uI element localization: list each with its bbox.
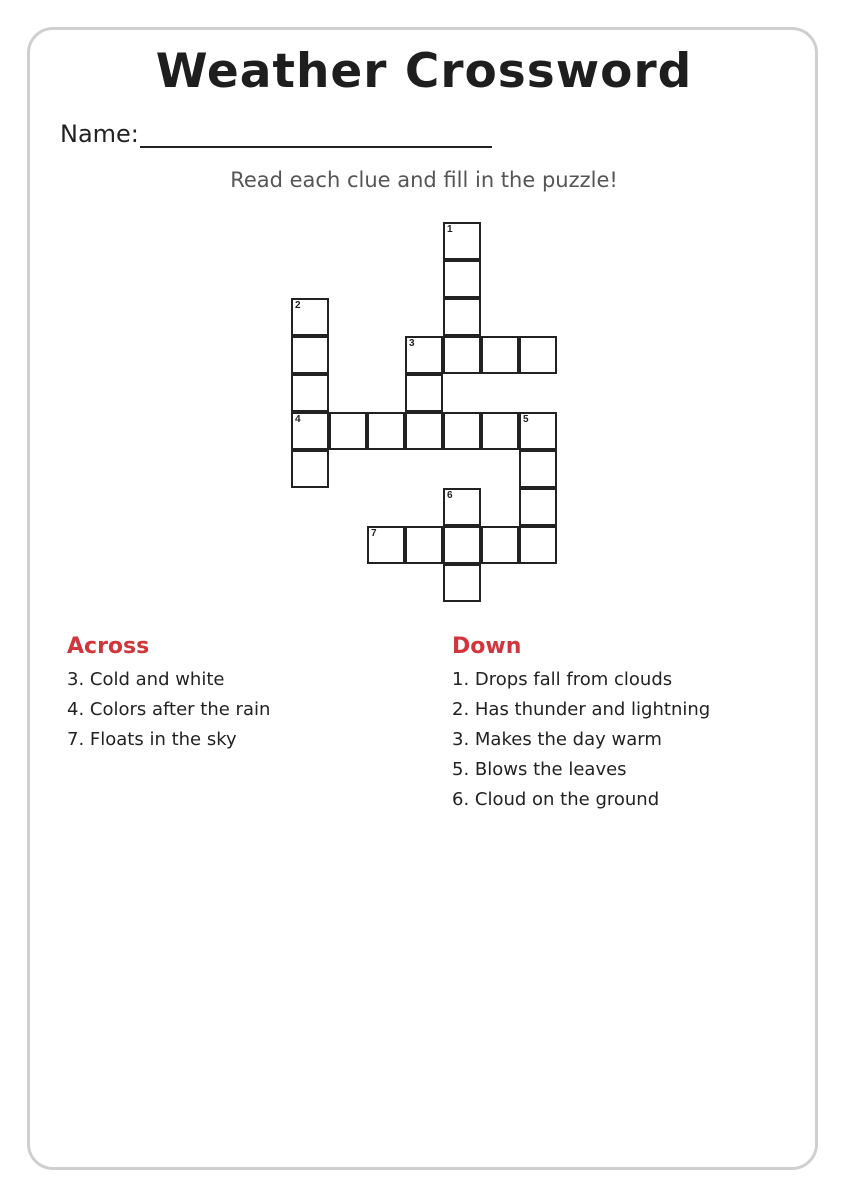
down-clue: 2. Has thunder and lightning bbox=[452, 699, 711, 720]
crossword-cell[interactable] bbox=[443, 336, 481, 374]
across-clue: 3. Cold and white bbox=[67, 669, 225, 690]
crossword-cell[interactable] bbox=[443, 260, 481, 298]
crossword-cell[interactable] bbox=[481, 526, 519, 564]
crossword-cell[interactable] bbox=[405, 336, 443, 374]
crossword-cell[interactable] bbox=[367, 526, 405, 564]
clue-number: 2 bbox=[295, 300, 301, 311]
crossword-cell[interactable] bbox=[405, 526, 443, 564]
clue-number: 7 bbox=[371, 528, 377, 539]
crossword-cell[interactable] bbox=[443, 412, 481, 450]
down-heading: Down bbox=[452, 634, 522, 659]
instructions: Read each clue and fill in the puzzle! bbox=[230, 168, 618, 192]
crossword-cell[interactable] bbox=[367, 412, 405, 450]
crossword-cell[interactable] bbox=[519, 412, 557, 450]
clue-number: 4 bbox=[295, 414, 301, 425]
crossword-cell[interactable] bbox=[481, 412, 519, 450]
across-heading: Across bbox=[67, 634, 150, 659]
crossword-cell[interactable] bbox=[443, 488, 481, 526]
worksheet-title: Weather Crossword bbox=[155, 44, 693, 99]
down-clue: 1. Drops fall from clouds bbox=[452, 669, 673, 690]
clue-number: 3 bbox=[409, 338, 415, 349]
crossword-cell[interactable] bbox=[443, 222, 481, 260]
crossword-cell[interactable] bbox=[291, 298, 329, 336]
crossword-cell[interactable] bbox=[291, 374, 329, 412]
down-clue: 6. Cloud on the ground bbox=[452, 789, 660, 810]
down-clue: 5. Blows the leaves bbox=[452, 759, 627, 780]
across-clue: 7. Floats in the sky bbox=[67, 729, 237, 750]
crossword-cell[interactable] bbox=[481, 336, 519, 374]
clue-number: 5 bbox=[523, 414, 529, 425]
crossword-cell[interactable] bbox=[291, 450, 329, 488]
down-clue: 3. Makes the day warm bbox=[452, 729, 662, 750]
crossword-cell[interactable] bbox=[519, 336, 557, 374]
crossword-cell[interactable] bbox=[519, 526, 557, 564]
crossword-cell[interactable] bbox=[329, 412, 367, 450]
across-clue: 4. Colors after the rain bbox=[67, 699, 271, 720]
clue-number: 6 bbox=[447, 490, 453, 501]
clue-number: 1 bbox=[447, 224, 453, 235]
crossword-cell[interactable] bbox=[519, 450, 557, 488]
crossword-cell[interactable] bbox=[443, 526, 481, 564]
crossword-cell[interactable] bbox=[291, 336, 329, 374]
crossword-cell[interactable] bbox=[405, 374, 443, 412]
crossword-cell[interactable] bbox=[443, 298, 481, 336]
crossword-cell[interactable] bbox=[443, 564, 481, 602]
name-label: Name: bbox=[60, 120, 139, 148]
crossword-cell[interactable] bbox=[405, 412, 443, 450]
crossword-cell[interactable] bbox=[291, 412, 329, 450]
crossword-cell[interactable] bbox=[519, 488, 557, 526]
